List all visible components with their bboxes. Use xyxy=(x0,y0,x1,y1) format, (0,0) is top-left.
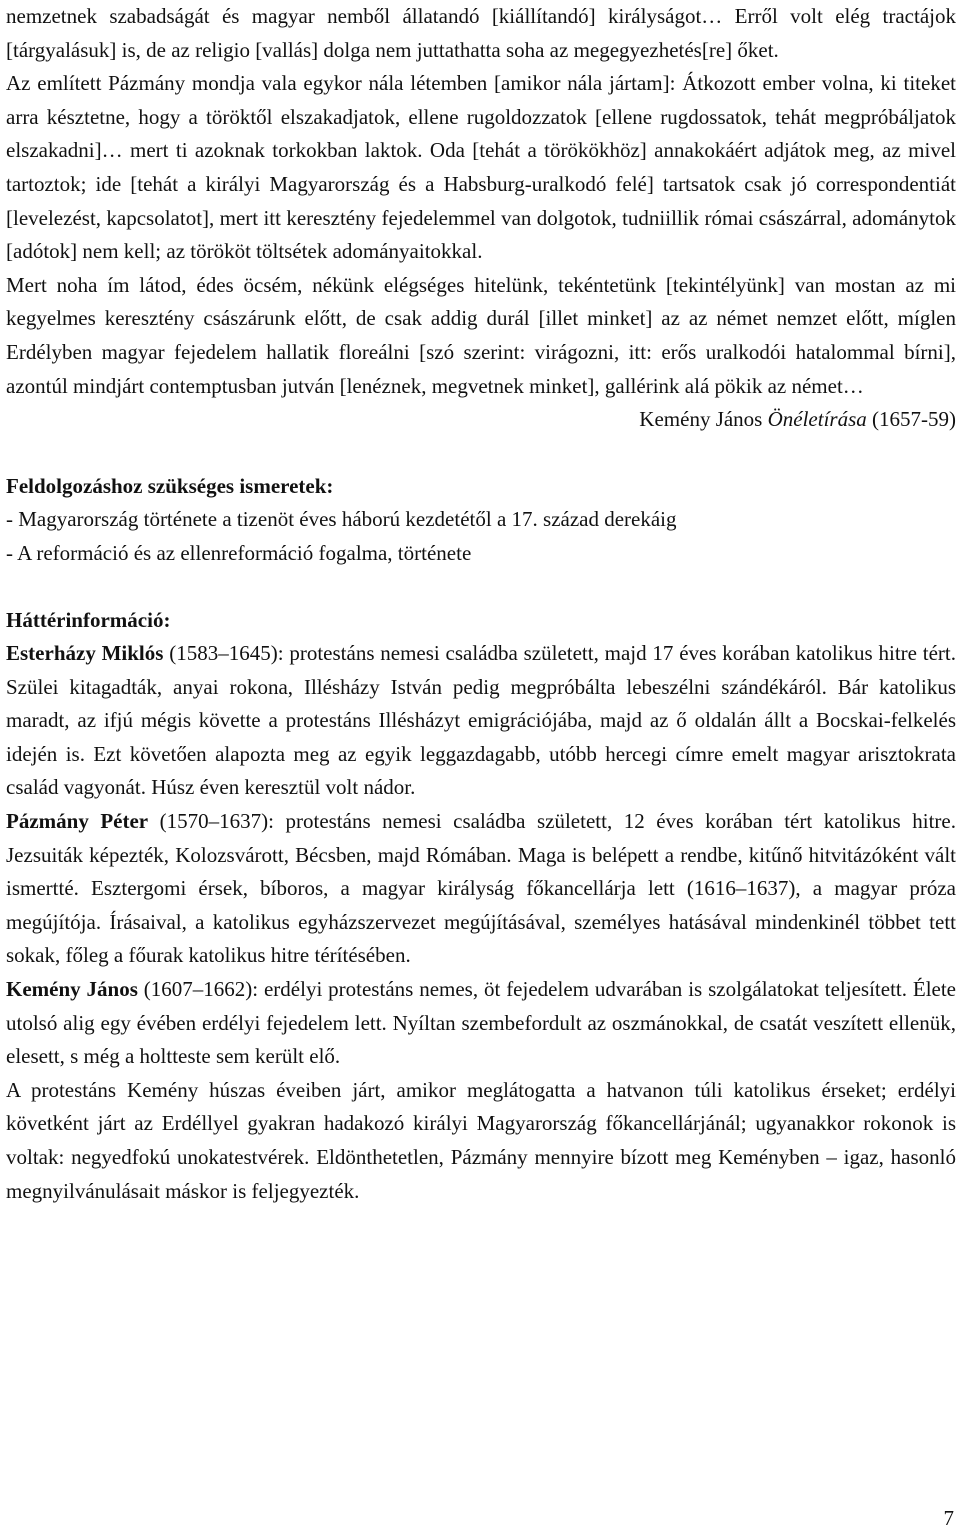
quote-block xyxy=(6,0,956,437)
attribution-years: (1657-59) xyxy=(872,407,956,432)
bio-name-esterhazy: Esterházy Miklós xyxy=(6,641,164,666)
bio-esterhazy xyxy=(6,637,956,805)
background-closing-paragraph: A protestáns Kemény húszas éveiben járt, amikor meglátogatta a hatvanon túli katolikus érseket; erdélyi követként járt az Erdéllyel gyakran hadakozó királyi Magyarország főkancellárjánál; ugyanakkor rokonok is voltak: negyedfokú unokatestvérek. Eldönthetetlen, Pázmány mennyire bízott meg Keményben – igaz, hasonló megnyilvánulásait máskor is feljegyezték. xyxy=(6,1077,956,1203)
bio-name-kemeny: Kemény János xyxy=(6,977,138,1002)
knowledge-item: - Magyarország története a tizenöt éves háború kezdetétől a 17. század derekáig xyxy=(6,507,677,532)
spacer xyxy=(6,437,956,470)
bio-text-esterhazy: (1583–1645): protestáns nemesi családba született, majd 17 éves korában katolikus hitre tért. Szülei kitagadták, anyai rokona, Illésházy István pedig megpróbálta lebeszélni szándékáról. Bár katolikus maradt, az ifjú mégis követte a protestáns Illésházyt emigrációjába, majd az ő oldalán állt a Bocskai-felkelés idején is. Ezt követően alapozta meg az egyik leggazdagabb, utóbb hercegi címre emelt magyar arisztokrata család vagyonát. Húsz éven keresztül volt nádor. xyxy=(6,641,957,800)
knowledge-section xyxy=(6,470,956,571)
page-number: 7 xyxy=(943,1506,954,1530)
bio-text-pazmany: (1570–1637): protestáns nemesi családba született, 12 éves korában tért katolikus hitre. Jezsuiták képezték, Kolozsvárott, Bécsben, majd Rómában. Maga is belépett a rendbe, kitűnő hitvitázóként vált ismertté. Esztergomi érsek, bíboros, a magyar királyság főkancellárja lett (1616–1637), a magyar próza megújítója. Írásaival, a katolikus egyházszervezet megújításával, személyes hatásával mindenkinél többet tett sokak, főleg a főurak katolikus hitre térítésében. xyxy=(6,809,956,968)
knowledge-item: - A reformáció és az ellenreformáció fogalma, története xyxy=(6,540,472,565)
background-title: Háttérinformáció: xyxy=(6,607,171,632)
quote-paragraph-3: Mert noha ím látod, édes öcsém, nékünk elégséges hitelünk, tekéntetünk [tekintélyünk] van mostan az mi kegyelmes keresztény császárunk előtt, de csak addig durál [illet minket] az az német nemzet előtt, míglen Erdélyben magyar fejedelem hallatik floreálni [szó szerint: virágozni, itt: erős uralkodói hatalommal bírni], azontúl mindjárt contemptusban jutván [lenéznek, megvetnek minket], gallérink alá pökik az német… xyxy=(6,272,956,398)
background-section xyxy=(6,604,956,1209)
quote-paragraph-2: Az említett Pázmány mondja vala egykor nála létemben [amikor nála jártam]: Átkozott ember volna, ki titeket arra késztetne, hogy a töröktől elszakadjatok, ellene rugoldozzatok [ellene rugdossatok, tehát megpróbáljatok elszakadni]… mert ti azoknak torkokban laktok. Oda [tehát a törökökhöz] annakokáért adjátok meg, az mivel tartoztok; ide [tehát a királyi Magyarország és a Habsburg-uralkodó felé] tartsatok csak jó correspondentiát [levelezést, kapcsolatot], mert itt keresztény fejedelemmel van dolgotok, tudniillik római császárral, adománytok [adótok] nem kell; az törököt töltsétek adományaitokkal. xyxy=(6,71,956,264)
quote-attribution xyxy=(6,403,956,437)
knowledge-title: Feldolgozáshoz szükséges ismeretek: xyxy=(6,473,334,498)
bio-name-pazmany: Pázmány Péter xyxy=(6,809,149,834)
attribution-work: Önéletírása xyxy=(767,407,867,432)
bio-pazmany xyxy=(6,805,956,973)
document-page xyxy=(6,0,956,1208)
attribution-author: Kemény János xyxy=(639,407,763,432)
bio-kemeny xyxy=(6,973,956,1074)
quote-paragraph-1: nemzetnek szabadságát és magyar nemből állatandó [kiállítandó] királyságot… Erről volt elég tractájok [tárgyalásuk] is, de az religio [vallás] dolga nem juttathatta soha az megegyezhetés[re] őket. xyxy=(6,4,956,62)
spacer xyxy=(6,571,956,604)
bio-text-kemeny: (1607–1662): erdélyi protestáns nemes, öt fejedelem udvarában is szolgálatokat teljesített. Élete utolsó alig egy évében erdélyi fejedelem lett. Nyíltan szembefordult az oszmánokkal, de csatát veszített ellenük, elesett, s még a holtteste sem került elő. xyxy=(6,977,957,1069)
